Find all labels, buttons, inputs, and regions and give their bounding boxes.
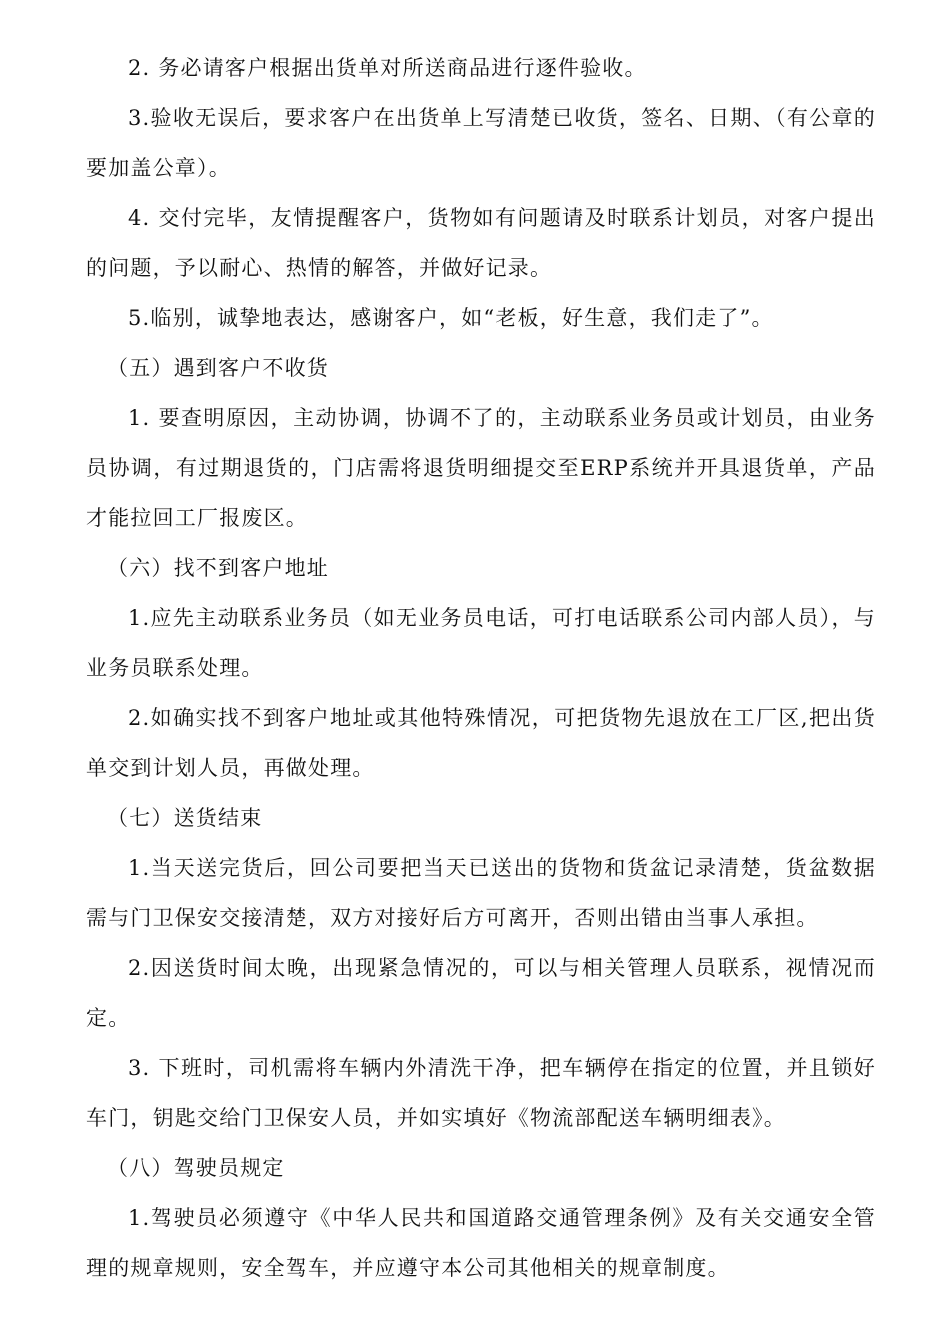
paragraph-item-2: 2. 务必请客户根据出货单对所送商品进行逐件验收。 (128, 56, 647, 80)
paragraph-item-5: 5.临别，诚挚地表达，感谢客户，如“老板，好生意，我们走了”。 (128, 306, 774, 330)
section-heading-5: （五）遇到客户不收货 (107, 356, 329, 380)
paragraph-item-4: 4. 交付完毕，友情提醒客户，货物如有问题请及时联系计划员，对客户提出的问题，予以耐心、热情的解答，并做好记录。 (86, 206, 876, 280)
paragraph-item-3: 3.验收无误后，要求客户在出货单上写清楚已收货，签名、日期、（有公章的要加盖公章）。 (86, 106, 876, 180)
paragraph-item-address-2: 2.如确实找不到客户地址或其他特殊情况，可把货物先退放在工厂区,把出货单交到计划人员，再做处理。 (86, 706, 876, 780)
section-heading-8: （八）驾驶员规定 (107, 1156, 285, 1180)
paragraph-item-refusal-1: 1. 要查明原因，主动协调，协调不了的，主动联系业务员或计划员，由业务员协调，有过期退货的，门店需将退货明细提交至ERP系统并开具退货单，产品才能拉回工厂报废区。 (86, 406, 876, 530)
paragraph-item-address-1: 1.应先主动联系业务员（如无业务员电话，可打电话联系公司内部人员），与业务员联系处理。 (86, 606, 876, 680)
paragraph-item-end-3: 3. 下班时，司机需将车辆内外清洗干净，把车辆停在指定的位置，并且锁好车门，钥匙交给门卫保安人员，并如实填好《物流部配送车辆明细表》。 (86, 1056, 876, 1130)
section-heading-7: （七）送货结束 (107, 806, 263, 830)
paragraph-item-end-1: 1.当天送完货后，回公司要把当天已送出的货物和货盆记录清楚，货盆数据需与门卫保安交接清楚，双方对接好后方可离开，否则出错由当事人承担。 (86, 856, 876, 930)
paragraph-item-end-2: 2.因送货时间太晚，出现紧急情况的，可以与相关管理人员联系，视情况而定。 (86, 956, 876, 1030)
section-heading-6: （六）找不到客户地址 (107, 556, 329, 580)
paragraph-item-driver-1: 1.驾驶员必须遵守《中华人民共和国道路交通管理条例》及有关交通安全管理的规章规则，安全驾车，并应遵守本公司其他相关的规章制度。 (86, 1206, 876, 1280)
document-body (86, 43, 876, 1293)
